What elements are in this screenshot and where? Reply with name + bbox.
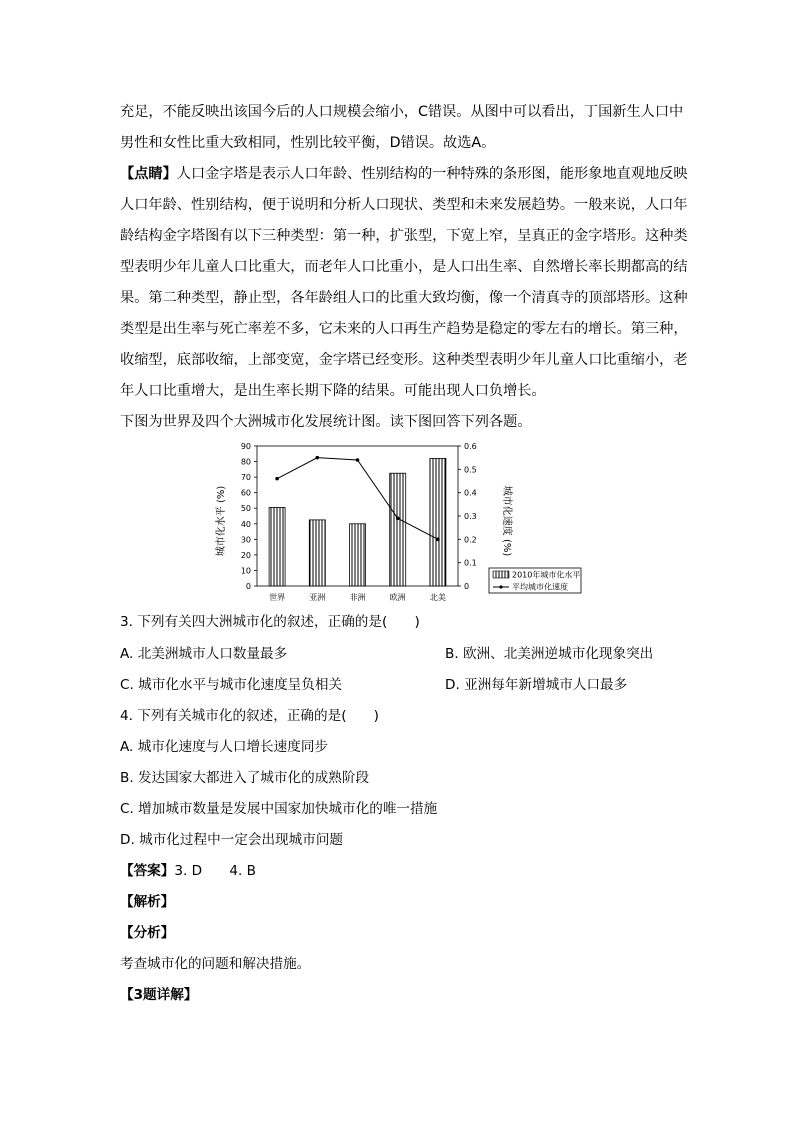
answer-label: 【答案】 [120, 863, 175, 879]
text-line: 男性和女性比重大致相同，性别比较平衡，D错误。故选A。 [120, 135, 496, 151]
q3-option-b: B. 欧洲、北美洲逆城市化现象突出 [445, 646, 654, 662]
y-right-tick-label: 0.5 [464, 465, 477, 475]
q3-option-c: C. 城市化水平与城市化速度呈负相关 [120, 677, 343, 693]
text-line: 人口年龄、性别结构，便于说明和分析人口现状、类型和未来发展趋势。一般来说，人口年 [120, 197, 688, 213]
y-right-tick-label: 0.6 [464, 442, 477, 451]
q4-option-c: C. 增加城市数量是发展中国家加快城市化的唯一措施 [120, 801, 438, 817]
y-axis-right-label: 城市化速度 (%) [501, 485, 512, 557]
speed-point-4 [436, 538, 440, 542]
y-left-tick-label: 0 [245, 582, 251, 591]
speed-point-0 [275, 477, 279, 481]
q3-option-d: D. 亚洲每年新增城市人口最多 [445, 677, 628, 693]
y-right-tick-label: 0.2 [464, 535, 477, 545]
text-line: 年人口比重增大，是出生率长期下降的结果。可能出现人口负增长。 [120, 383, 546, 399]
q4-stem: 4. 下列有关城市化的叙述，正确的是( ) [120, 708, 379, 724]
x-tick-label: 欧洲 [389, 593, 406, 602]
y-left-tick-label: 30 [240, 535, 251, 545]
speed-point-2 [356, 458, 360, 462]
y-left-tick-label: 80 [240, 457, 251, 467]
bar-1 [309, 520, 325, 586]
text-line: 果。第二种类型，静止型，各年龄组人口的比重大致均衡，像一个清真寺的顶部塔形。这种 [120, 290, 688, 306]
bar-0 [269, 507, 285, 586]
legend-bar-label: 2010年城市化水平 [512, 570, 581, 580]
y-right-tick-label: 0 [464, 582, 470, 591]
y-right-tick-label: 0.1 [464, 558, 477, 568]
x-tick-label: 非洲 [349, 593, 366, 602]
speed-point-1 [316, 456, 320, 460]
y-left-tick-label: 10 [240, 566, 251, 576]
text-line [120, 164, 688, 184]
text-line: 龄结构金字塔图有以下三种类型：第一种，扩张型，下宽上窄，呈真正的金字塔形。这种类 [120, 228, 688, 244]
q4-option-d: D. 城市化过程中一定会出现城市问题 [120, 832, 344, 848]
legend-line-label: 平均城市化速度 [512, 582, 568, 592]
answer-line [120, 861, 256, 881]
text-line: 充足，不能反映出该国今后的人口规模会缩小，C错误。从图中可以看出，丁国新生人口中 [120, 104, 684, 120]
q3-option-a: A. 北美洲城市人口数量最多 [120, 646, 288, 662]
q4-option-a: A. 城市化速度与人口增长速度同步 [120, 739, 329, 755]
y-left-tick-label: 70 [240, 473, 251, 483]
speed-point-3 [396, 517, 400, 521]
y-right-tick-label: 0.4 [464, 488, 477, 498]
q4-option-b: B. 发达国家大都进入了城市化的成熟阶段 [120, 770, 370, 786]
q3-detail-heading: 【3题详解】 [120, 987, 198, 1003]
y-left-tick-label: 60 [240, 488, 251, 498]
jiexi-heading: 【解析】 [120, 894, 175, 910]
dianjing-label: 【点睛】 [120, 166, 177, 182]
legend-line-marker [499, 585, 502, 588]
legend [489, 568, 581, 593]
y-left-tick-label: 20 [240, 550, 251, 560]
urbanization-chart [210, 436, 590, 608]
y-left-tick-label: 40 [240, 519, 251, 529]
x-tick-label: 亚洲 [309, 593, 326, 602]
text-line: 收缩型，底部收缩，上部变宽，金字塔已经变形。这种类型表明少年儿童人口比重缩小，老 [120, 352, 688, 368]
y-left-tick-label: 90 [240, 442, 251, 451]
q3-stem: 3. 下列有关四大洲城市化的叙述，正确的是( ) [120, 614, 420, 630]
text-line: 类型是出生率与死亡率差不多，它未来的人口再生产趋势是稳定的零左右的增长。第三种， [120, 321, 688, 337]
fenxi-heading: 【分析】 [120, 925, 175, 941]
fenxi-text: 考查城市化的问题和解决措施。 [120, 956, 311, 972]
bar-3 [390, 473, 406, 586]
x-tick-label: 北美 [429, 593, 446, 602]
y-right-tick-label: 0.3 [464, 512, 477, 521]
legend-bar-swatch [493, 571, 509, 578]
y-left-tick-label: 50 [240, 504, 251, 514]
text-line: 型表明少年儿童人口比重大，而老年人口比重小，是人口出生率、自然增长率长期都高的结 [120, 259, 688, 275]
bar-4 [430, 458, 446, 586]
chart-intro: 下图为世界及四个大洲城市化发展统计图。读下图回答下列各题。 [120, 414, 532, 430]
answer-text: 3. D 4. B [174, 863, 256, 879]
y-axis-left-label: 城市化水平 (%) [216, 485, 227, 557]
dianjing-first-line: 人口金字塔是表示人口年龄、性别结构的一种特殊的条形图，能形象地直观地反映 [176, 166, 688, 182]
x-tick-label: 世界 [269, 593, 286, 602]
bar-2 [350, 524, 366, 586]
